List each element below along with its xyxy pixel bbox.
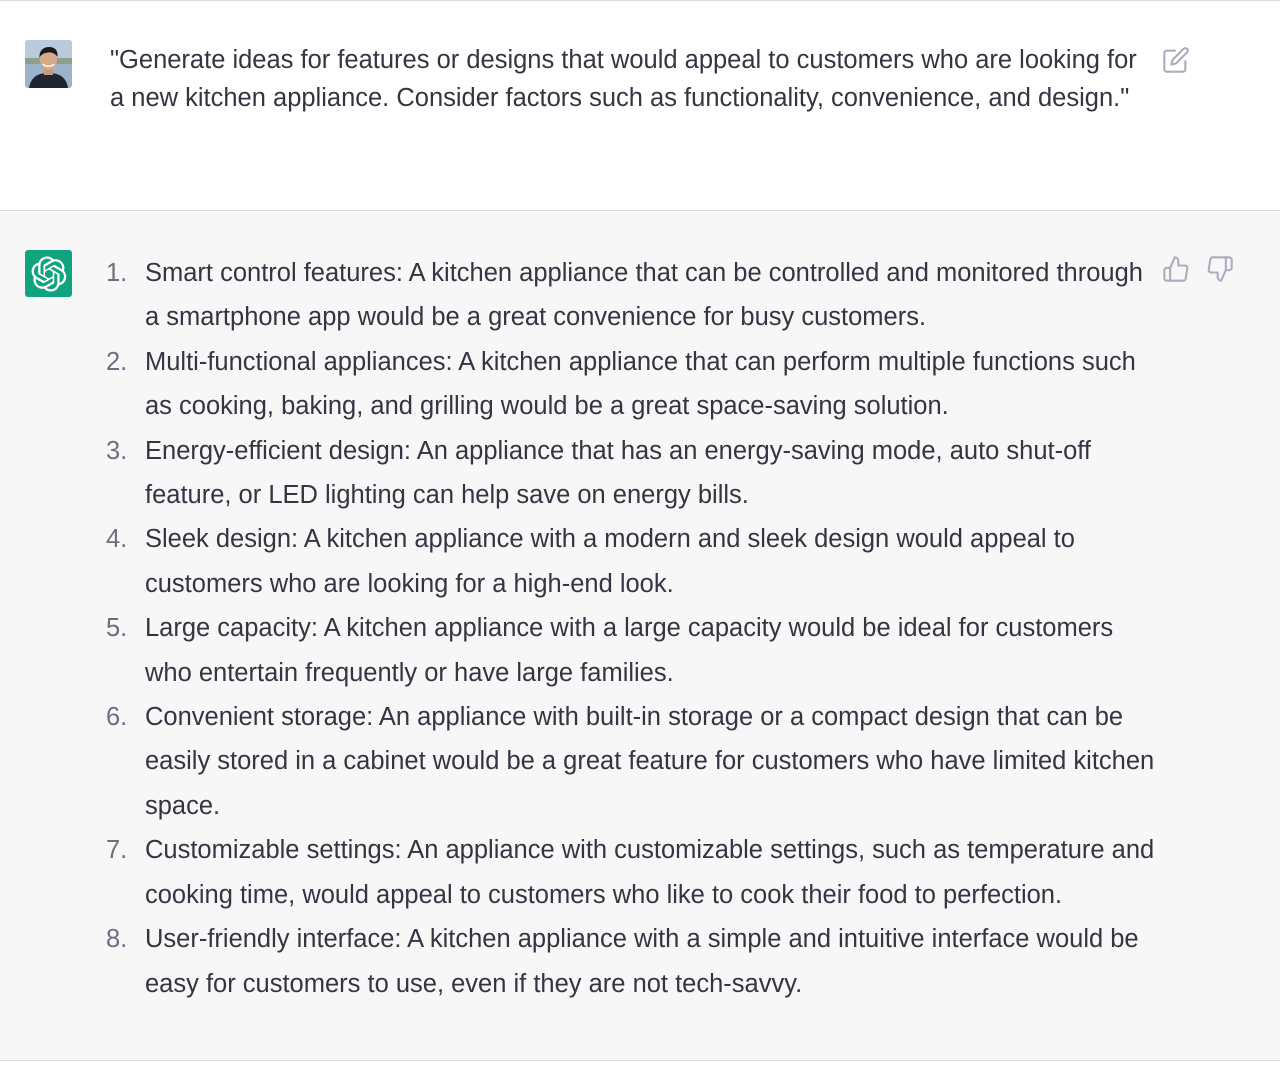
list-item xyxy=(106,340,1155,429)
user-avatar-photo xyxy=(25,40,72,88)
user-prompt-text: "Generate ideas for features or designs that would appeal to customers who are looking for a new kitchen appliance. Consider factors such as functionality, convenience, and design." xyxy=(110,46,1137,112)
list-item xyxy=(106,517,1155,606)
list-item-number: 2. xyxy=(106,347,128,376)
list-item-text: Convenient storage: An appliance with built-in storage or a compact design that can be easily stored in a cabinet would be a great feature for customers who have limited kitchen space. xyxy=(145,703,1155,820)
list-item xyxy=(106,917,1155,1006)
thumbs-up-icon[interactable] xyxy=(1162,255,1190,283)
bottom-area xyxy=(0,1061,1280,1075)
user-avatar xyxy=(25,40,72,88)
list-item-text: Energy-efficient design: An appliance that has an energy-saving mode, auto shut-off feature, or LED lighting can help save on energy bills. xyxy=(145,436,1092,510)
list-item xyxy=(106,251,1155,340)
list-item-text: Customizable settings: An appliance with customizable settings, such as temperature and cooking time, would appeal to customers who like to cook their food to perfection. xyxy=(145,836,1155,909)
assistant-reply-list xyxy=(106,251,1155,1006)
list-item-number: 6. xyxy=(106,703,128,732)
list-item-text: Smart control features: A kitchen appliance that can be controlled and monitored through a smartphone app would be a great convenience for busy customers. xyxy=(145,259,1143,332)
pencil-square-icon[interactable] xyxy=(1162,46,1190,74)
list-item-number: 1. xyxy=(106,259,128,287)
list-item xyxy=(106,695,1155,828)
list-item-number: 5. xyxy=(106,614,128,643)
assistant-message-row xyxy=(0,211,1280,1061)
list-item-text: Large capacity: A kitchen appliance with a large capacity would be ideal for customers who entertain frequently or have large families. xyxy=(145,614,1114,687)
list-item xyxy=(106,828,1155,917)
assistant-avatar xyxy=(25,250,72,297)
openai-logo-icon xyxy=(31,256,67,292)
list-item-text: Sleek design: A kitchen appliance with a modern and sleek design would appeal to customers who are looking for a high-end look. xyxy=(145,525,1075,598)
thumbs-down-icon[interactable] xyxy=(1206,255,1234,283)
list-item-number: 8. xyxy=(106,925,128,954)
list-item-number: 4. xyxy=(106,525,128,554)
list-item xyxy=(106,606,1155,695)
user-message-row xyxy=(0,1,1280,211)
list-item-number: 7. xyxy=(106,836,128,865)
list-item-text: User-friendly interface: A kitchen appliance with a simple and intuitive interface would be easy for customers to use, even if they are not tech-savvy. xyxy=(145,925,1139,998)
list-item xyxy=(106,429,1155,518)
list-item-text: Multi-functional appliances: A kitchen appliance that can perform multiple functions such as cooking, baking, and grilling would be a great space-saving solution. xyxy=(145,347,1136,421)
list-item-number: 3. xyxy=(106,436,128,465)
